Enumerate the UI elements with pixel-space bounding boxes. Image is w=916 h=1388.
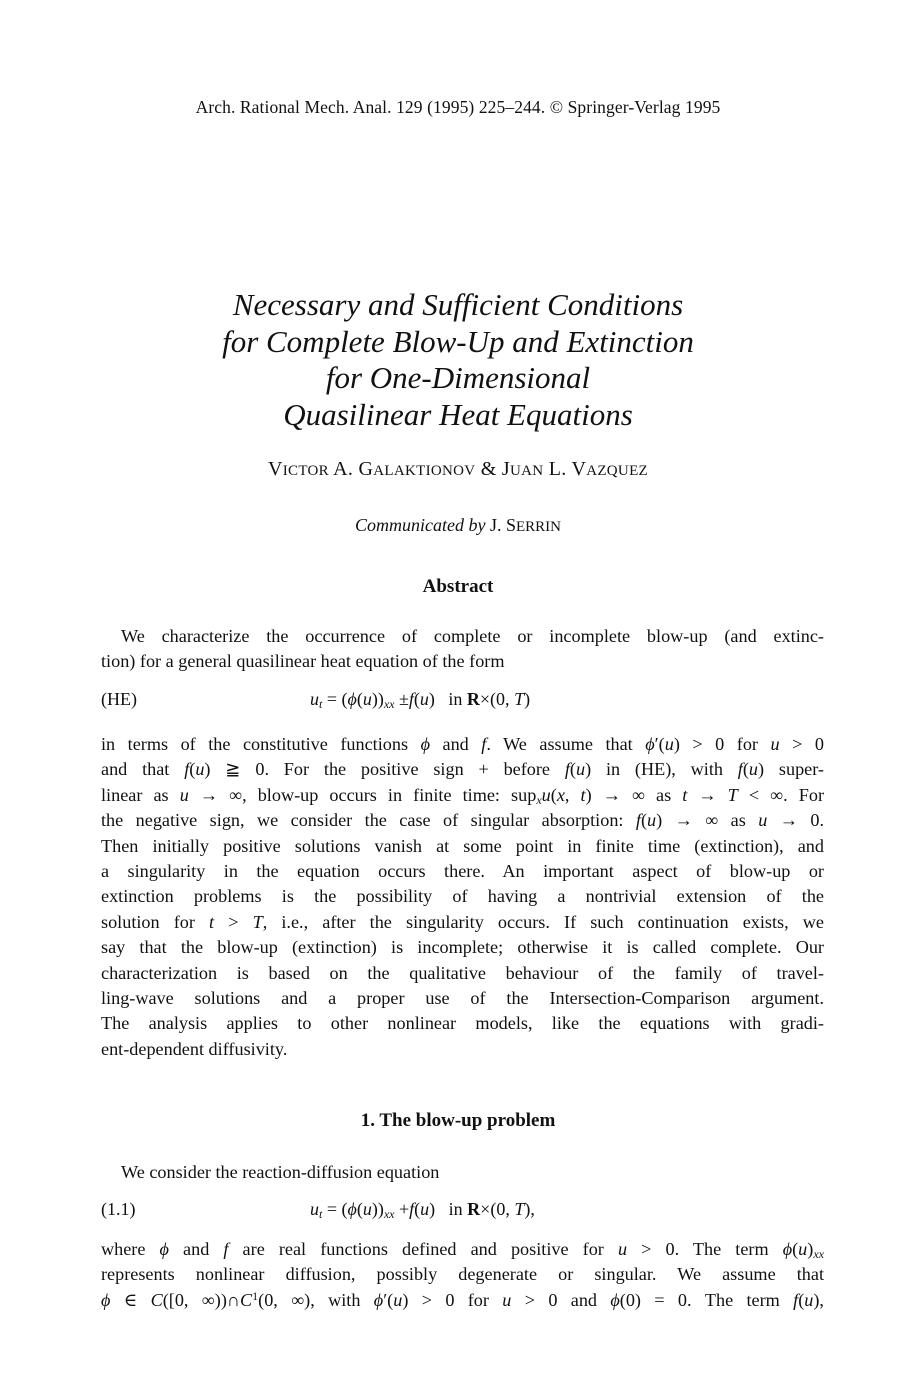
title-line: Quasilinear Heat Equations	[283, 396, 633, 432]
title-line: for Complete Blow-Up and Extinction	[222, 323, 694, 359]
abstract-body: in terms of the constitutive functions ϕ and f. We assume that ϕ′(u) > 0 for u > 0 and that f(u) ≧ 0. For the positive sign + before f(u) in (HE), with f(u) super- linear as u → ∞, blow-up occurs in finite time: sup$_x$u(x, t) → ∞ as t → T < ∞. For the negative sign, we consider the case of singular absorption: f(u) → ∞ as u → 0. Then initially positive solutions vanish at some point in finite time (extinction), and a singularity in the equation occurs there. An important aspect of blow-up or extinction problems is the possibility of having a nontrivial extension of the solution for t > T, i.e., after the singularity occurs. If such continuation exists, we say that the blow-up (extinction) is incomplete; otherwise it is called complete. Our characterization is based on the qualitative behaviour of the family of travel- ling-wave solutions and a proper use of the Intersection-Comparison argument. The analysis applies to other nonlinear models, like the equations with gradi- ent-dependent diffusivity.	[101, 734, 824, 1059]
journal-citation: Arch. Rational Mech. Anal. 129 (1995) 225–244. © Springer-Verlag 1995	[195, 97, 721, 117]
equation-he: $u_t = (\phi(u))_{xx} \pm f(u)$ in R×(0, T)	[310, 689, 531, 711]
section-intro: We consider the reaction-diffusion equation	[121, 1162, 440, 1182]
equation-label-he: (HE)	[101, 689, 137, 709]
authors: VICTOR A. GALAKTIONOV & JUAN L. VAZQUEZ	[267, 458, 648, 480]
paper-title	[0, 287, 916, 433]
title-line: Necessary and Sufficient Conditions	[232, 287, 684, 322]
equation-1-1: $u_t = (\phi(u))_{xx} +f(u)$ in R×(0, T),	[310, 1199, 535, 1221]
section-body: where ϕ and f are real functions defined and positive for u > 0. The term $\phi(u)_{xx}$ represents nonlinear diffusion, possibly degenerate or singular. We assume that ϕ ∈ C([0, $\infty))\cap C^1(0$, ∞), with ϕ′(u) > 0 for u > 0 and ϕ(0) = 0. The term f(u),	[101, 1239, 824, 1310]
abstract-intro: We characterize the occurrence of complete or incomplete blow-up (and extinc- tion) for a general quasilinear heat equation of the form	[101, 626, 824, 672]
abstract-heading: Abstract	[422, 576, 494, 597]
section-heading: 1. The blow-up problem	[360, 1110, 556, 1131]
title-line: for One-Dimensional	[325, 360, 591, 395]
equation-label-1-1: (1.1)	[101, 1199, 136, 1219]
communicated-by: Communicated by J. SERRIN	[354, 515, 561, 535]
